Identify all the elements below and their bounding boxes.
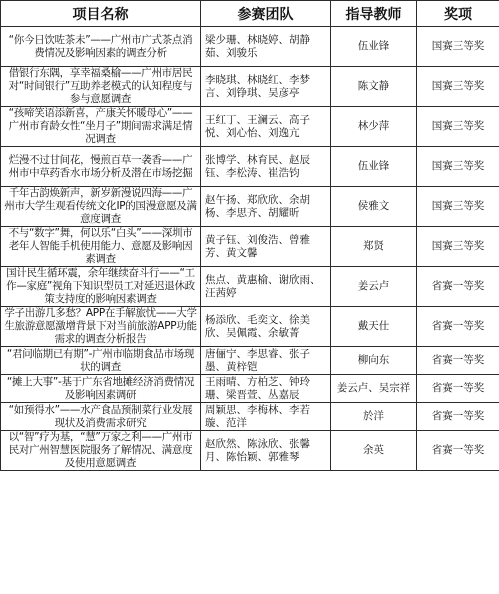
team-cell: 张博学、林育民、赵辰钰、李松涛、崔浩钧 [201,147,331,187]
table-row [1,431,499,471]
project-name-cell: 国计民生循环震，余年继续奋斗行——“工作—家庭”视角下知识型员工对延迟退休政策支持度的影响因素调查 [1,267,201,307]
teacher-cell: 姜云卢、吴宗祥 [331,375,417,403]
team-cell: 赵欣然、陈泳欣、张馨月、陈怡颖、郭雅琴 [201,431,331,471]
teacher-cell: 柳向东 [331,347,417,375]
teacher-cell: 伍业锋 [331,27,417,67]
table-row [1,375,499,403]
project-name-cell: 不与“数字”舞，何以乐“白头”——深圳市老年人智能手机使用能力、意愿及影响因素调查 [1,227,201,267]
award-cell: 国赛三等奖 [417,147,499,187]
team-cell: 唐俪宁、李思睿、张子墨、黄梓铠 [201,347,331,375]
table-row [1,187,499,227]
teacher-cell: 余英 [331,431,417,471]
teacher-cell: 姜云卢 [331,267,417,307]
award-cell: 省赛一等奖 [417,403,499,431]
header-row [1,1,499,27]
award-cell: 国赛三等奖 [417,187,499,227]
team-cell: 赵午扬、郑欣欣、余胡杨、李思齐、胡耀昕 [201,187,331,227]
teacher-cell: 伍业锋 [331,147,417,187]
team-cell: 王雨晴、方柏芝、钟玲珊、梁晋萱、丛嘉辰 [201,375,331,403]
team-cell: 黄子钰、刘俊浩、曾雅芳、黄文馨 [201,227,331,267]
award-cell: 国赛三等奖 [417,107,499,147]
project-name-cell: “君问临期已有期”-广州市临期食品市场现状的调查 [1,347,201,375]
header-teacher: 指导教师 [331,1,417,27]
table-row [1,403,499,431]
project-name-cell: 以“智”疗为基，“慧”万家之利——广州市民对广州智慧医院服务了解情况、满意度及使用意愿调查 [1,431,201,471]
project-name-cell: 烂漫不过甘间花，慢煎百草一袭香——广州市中草药香水市场分析及潜在市场挖掘 [1,147,201,187]
team-cell: 梁少珊、林晓婷、胡静茹、刘骏乐 [201,27,331,67]
award-cell: 省赛一等奖 [417,267,499,307]
team-cell: 杨添欣、毛奕文、徐美欣、吴佩霞、余敏菁 [201,307,331,347]
header-award: 奖项 [417,1,499,27]
award-cell: 国赛三等奖 [417,27,499,67]
project-name-cell: “如预得水”——水产食品预制菜行业发展现状及消费需求研究 [1,403,201,431]
teacher-cell: 侯雅文 [331,187,417,227]
table-row [1,267,499,307]
table-row [1,147,499,187]
table-row [1,307,499,347]
table-row [1,347,499,375]
table-row [1,27,499,67]
teacher-cell: 陈文静 [331,67,417,107]
team-cell: 焦点、黄惠榆、谢欣雨、汪茜婷 [201,267,331,307]
header-project-name: 项目名称 [1,1,201,27]
team-cell: 李晓琪、林晓红、李梦言、刘铮琪、吴彦亭 [201,67,331,107]
award-cell: 省赛一等奖 [417,307,499,347]
project-name-cell: 千年古韵焕新声，新岁新漫说四海——广州市大学生观看传统文化IP的国漫意愿及满意度调查 [1,187,201,227]
award-cell: 省赛一等奖 [417,375,499,403]
award-cell: 国赛三等奖 [417,67,499,107]
award-cell: 国赛三等奖 [417,227,499,267]
project-name-cell: “摊上大事”-基于广东省地摊经济消费情况及影响因素调研 [1,375,201,403]
award-cell: 省赛一等奖 [417,431,499,471]
teacher-cell: 林少萍 [331,107,417,147]
table-row [1,227,499,267]
project-name-cell: “孩啼笑语添新喜，产康关怀暖母心”——广州市育龄女性“坐月子”期间需求满足情况调查 [1,107,201,147]
team-cell: 王红丁、王澜云、高子悦、刘心怡、刘逸亢 [201,107,331,147]
teacher-cell: 於洋 [331,403,417,431]
project-name-cell: 借银行东隅，享幸福桑榆——广州市居民对“时间银行”互助养老模式的认知程度与参与意愿调查 [1,67,201,107]
header-team: 参赛团队 [201,1,331,27]
teacher-cell: 郑贤 [331,227,417,267]
table-row [1,67,499,107]
team-cell: 周颖思、李梅林、李若璇、范洋 [201,403,331,431]
project-name-cell: 学子出游几多愁？APP在手解旅忧——大学生旅游意愿激增背景下对当前旅游APP功能需求的调查分析报告 [1,307,201,347]
award-cell: 省赛一等奖 [417,347,499,375]
teacher-cell: 戴天仕 [331,307,417,347]
project-name-cell: “你今日饮咗茶未”——广州市广式茶点消费情况及影响因素的调查分析 [1,27,201,67]
table-row [1,107,499,147]
